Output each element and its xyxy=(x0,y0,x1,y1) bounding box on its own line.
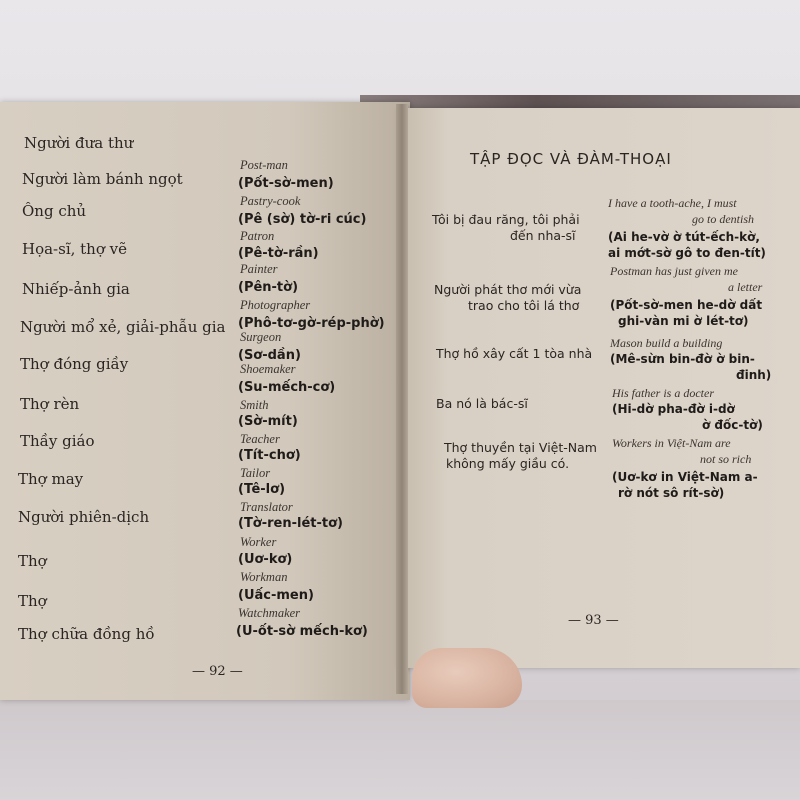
vocab-english: Post-man xyxy=(240,158,288,172)
sentence-pronunciation: (Ai he-vờ ờ tút-ếch-kờ, xyxy=(608,230,760,244)
sentence-english: I have a tooth-ache, I must xyxy=(608,196,737,210)
vocab-pronunciation: (Pên-tờ) xyxy=(238,280,299,295)
vocab-english: Watchmaker xyxy=(238,606,301,620)
vocab-vietnamese: Người mổ xẻ, giải-phẫu gia xyxy=(20,318,226,336)
sentence-english: His father is a docter xyxy=(612,386,714,400)
sentence-vietnamese: Thợ thuyền tại Việt-Nam xyxy=(444,440,597,455)
vocab-vietnamese: Người đưa thư xyxy=(24,134,134,152)
vocab-pronunciation: (Sờ-mít) xyxy=(238,414,298,429)
sentence-pronunciation: ghi-vàn mi ờ lét-tơ) xyxy=(618,314,749,328)
vocab-english: Worker xyxy=(240,535,277,549)
vocab-pronunciation: (Tê-lơ) xyxy=(238,482,286,497)
sentence-english: Workers in Việt-Nam are xyxy=(612,436,731,450)
vocab-english: Smith xyxy=(240,398,269,412)
sentence-vietnamese: đến nha-sĩ xyxy=(510,228,576,243)
vocab-vietnamese: Người phiên-dịch xyxy=(18,508,150,526)
vocab-english: Workman xyxy=(240,570,288,584)
vocab-english: Patron xyxy=(240,229,275,243)
page-number-left: — 92 — xyxy=(192,664,243,679)
vocab-vietnamese: Thợ đóng giầy xyxy=(20,355,129,373)
vocab-english: Translator xyxy=(240,500,293,514)
right-page xyxy=(400,108,800,668)
vocab-english: Surgeon xyxy=(240,330,282,344)
sentence-english: a letter xyxy=(728,280,763,294)
sentence-pronunciation: (Mê-sừn bin-đờ ờ bin- xyxy=(610,352,755,366)
sentence-vietnamese: trao cho tôi lá thơ xyxy=(468,298,580,313)
vocab-vietnamese: Thợ rèn xyxy=(20,395,80,413)
vocab-pronunciation: (Pê-tờ-rần) xyxy=(238,246,319,261)
sentence-pronunciation: (Hi-dờ pha-đờ i-dờ xyxy=(612,402,735,416)
sentence-english: go to dentish xyxy=(692,212,754,226)
sentence-pronunciation: rờ nót sô rít-sờ) xyxy=(618,486,725,500)
vocab-vietnamese: Thợ chữa đồng hồ xyxy=(18,625,155,643)
hand-holding-book xyxy=(412,648,522,708)
vocab-pronunciation: (Phô-tơ-gờ-rép-phờ) xyxy=(238,316,385,331)
vocab-pronunciation: (U-ốt-sờ mếch-kơ) xyxy=(236,624,368,639)
vocab-pronunciation: (Uấc-men) xyxy=(238,588,314,603)
sentence-vietnamese: không mấy giầu có. xyxy=(446,456,570,471)
sentence-pronunciation: (Pốt-sờ-men he-dờ dất xyxy=(610,298,763,312)
vocab-vietnamese: Thợ xyxy=(18,592,47,610)
vocab-english: Pastry-cook xyxy=(240,194,301,208)
sentence-pronunciation: ai mớt-sờ gô to đen-tít) xyxy=(608,246,766,260)
sentence-vietnamese: Tôi bị đau răng, tôi phải xyxy=(432,212,580,227)
vocab-english: Shoemaker xyxy=(240,362,296,376)
vocab-vietnamese: Thợ xyxy=(18,552,47,570)
table-surface xyxy=(0,700,800,800)
vocab-pronunciation: (Su-mếch-cơ) xyxy=(238,380,336,395)
vocab-pronunciation: (Uơ-kơ) xyxy=(238,552,293,567)
sentence-vietnamese: Người phát thơ mới vừa xyxy=(434,282,582,297)
vocab-pronunciation: (Pốt-sờ-men) xyxy=(238,176,334,191)
sentence-english: not so rich xyxy=(700,452,752,466)
vocab-pronunciation: (Tít-chơ) xyxy=(238,448,301,463)
vocab-pronunciation: (Sơ-dần) xyxy=(238,348,301,363)
vocab-vietnamese: Thầy giáo xyxy=(20,432,95,450)
vocab-english: Painter xyxy=(240,262,278,276)
sentence-pronunciation: đinh) xyxy=(736,368,772,382)
page-number-right: — 93 — xyxy=(568,613,619,628)
vocab-english: Tailor xyxy=(240,466,271,480)
book-gutter xyxy=(396,104,408,694)
sentence-english: Postman has just given me xyxy=(610,264,738,278)
vocab-pronunciation: (Tờ-ren-lét-tơ) xyxy=(238,516,343,531)
vocab-vietnamese: Họa-sĩ, thợ vẽ xyxy=(22,240,127,258)
vocab-vietnamese: Thợ may xyxy=(18,470,84,488)
sentence-vietnamese: Thợ hồ xây cất 1 tòa nhà xyxy=(436,346,593,361)
vocab-pronunciation: (Pê (sờ) tờ-ri cúc) xyxy=(238,212,367,227)
vocab-vietnamese: Ông chủ xyxy=(22,202,87,220)
vocab-vietnamese: Người làm bánh ngọt xyxy=(22,170,183,188)
vocab-english: Teacher xyxy=(240,432,280,446)
sentence-english: Mason build a building xyxy=(610,336,723,350)
page-title: TẬP ĐỌC VÀ ĐÀM-THOẠI xyxy=(470,150,672,168)
sentence-pronunciation: ờ đốc-tờ) xyxy=(702,418,763,432)
sentence-pronunciation: (Uơ-kơ in Việt-Nam a- xyxy=(612,470,758,484)
vocab-english: Photographer xyxy=(240,298,311,312)
vocab-vietnamese: Nhiếp-ảnh gia xyxy=(22,280,130,298)
sentence-vietnamese: Ba nó là bác-sĩ xyxy=(436,396,528,411)
